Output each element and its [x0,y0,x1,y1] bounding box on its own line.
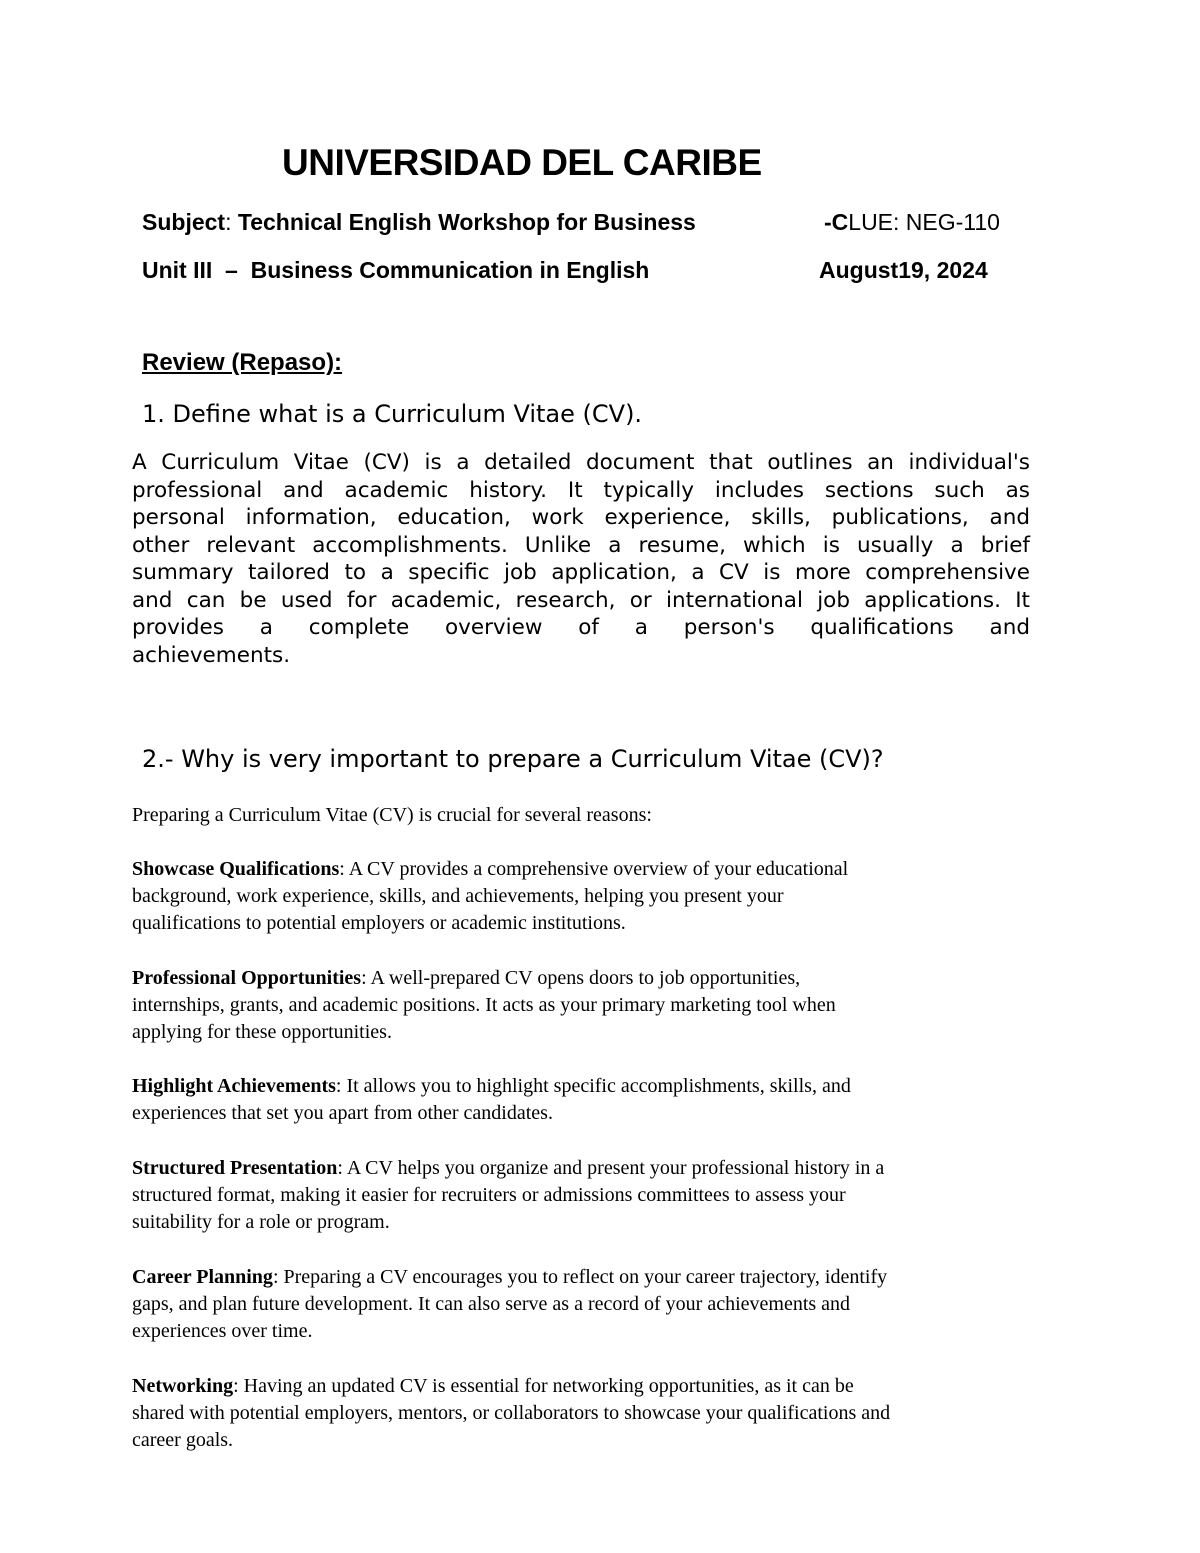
answer-2-intro: Preparing a Curriculum Vitae (CV) is crucial for several reasons: [132,804,652,826]
reason-text: experiences over time. [132,1320,313,1342]
institution-title: UNIVERSIDAD DEL CARIBE [282,142,762,183]
reason-item [132,1373,1032,1454]
unit-title: Unit III – Business Communication in English [142,257,650,283]
document-date: August19, 2024 [819,257,988,283]
answer-1-line: achievements. [132,642,291,668]
answer-1-line: professional and academic history. It typically includes sections such as [132,477,1030,503]
reason-term: Showcase Qualifications [132,858,340,880]
reason-item [132,965,1032,1046]
reason-term: Career Planning [132,1266,273,1288]
reason-text: career goals. [132,1429,234,1451]
subject-line [142,209,696,236]
reason-text: : A CV provides a comprehensive overview of your educational [339,858,849,880]
clue-prefix: -C [824,209,849,235]
reason-text: : Having an updated CV is essential for networking opportunities, as it can be [233,1375,854,1397]
review-heading: Review (Repaso): [142,349,343,376]
reason-text: background, work experience, skills, and achievements, helping you present your [132,885,784,907]
subject-colon: : [225,209,232,235]
reason-item [132,1155,1032,1236]
reason-item [132,856,1032,937]
reason-text: qualifications to potential employers or academic institutions. [132,912,626,934]
reason-text: shared with potential employers, mentors, or collaborators to showcase your qualifications and [132,1402,891,1424]
question-1: 1. Define what is a Curriculum Vitae (CV). [142,400,643,428]
reason-text: experiences that set you apart from other candidates. [132,1102,553,1124]
reason-text: : A CV helps you organize and present your professional history in a [337,1157,885,1179]
reason-text: applying for these opportunities. [132,1021,392,1043]
reason-term: Structured Presentation [132,1157,338,1179]
answer-1-line: and can be used for academic, research, or international job applications. It [132,587,1030,613]
subject-value: Technical English Workshop for Business [237,209,696,235]
reason-term: Highlight Achievements [132,1075,336,1097]
answer-1-line: other relevant accomplishments. Unlike a resume, which is usually a brief [132,532,1030,558]
answer-1-line: provides a complete overview of a person's qualifications and [132,615,1030,640]
reason-item [132,1073,1032,1127]
reason-item [132,1264,1032,1345]
question-2: 2.- Why is very important to prepare a Curriculum Vitae (CV)? [142,745,884,773]
course-code [824,209,1000,236]
reason-text: : A well-prepared CV opens doors to job opportunities, [361,967,801,989]
answer-1-line: A Curriculum Vitae (CV) is a detailed document that outlines an individual's [132,450,1030,475]
answer-1-line: personal information, education, work experience, skills, publications, and [132,505,1030,530]
subject-label: Subject [142,209,226,235]
reason-text: gaps, and plan future development. It can also serve as a record of your achievements and [132,1293,851,1315]
reason-text: internships, grants, and academic positions. It acts as your primary marketing tool when [132,994,836,1016]
answer-1-line: summary tailored to a specific job application, a CV is more comprehensive [132,560,1030,585]
reason-text: suitability for a role or program. [132,1211,390,1233]
clue-value: LUE: NEG-110 [848,209,1000,235]
answer-1 [132,449,1030,669]
reason-term: Networking [132,1375,234,1397]
reason-text: structured format, making it easier for recruiters or admissions committees to assess your [132,1184,846,1206]
reason-term: Professional Opportunities [132,967,362,989]
reason-text: : It allows you to highlight specific accomplishments, skills, and [335,1075,851,1097]
reason-text: : Preparing a CV encourages you to reflect on your career trajectory, identify [272,1266,888,1288]
